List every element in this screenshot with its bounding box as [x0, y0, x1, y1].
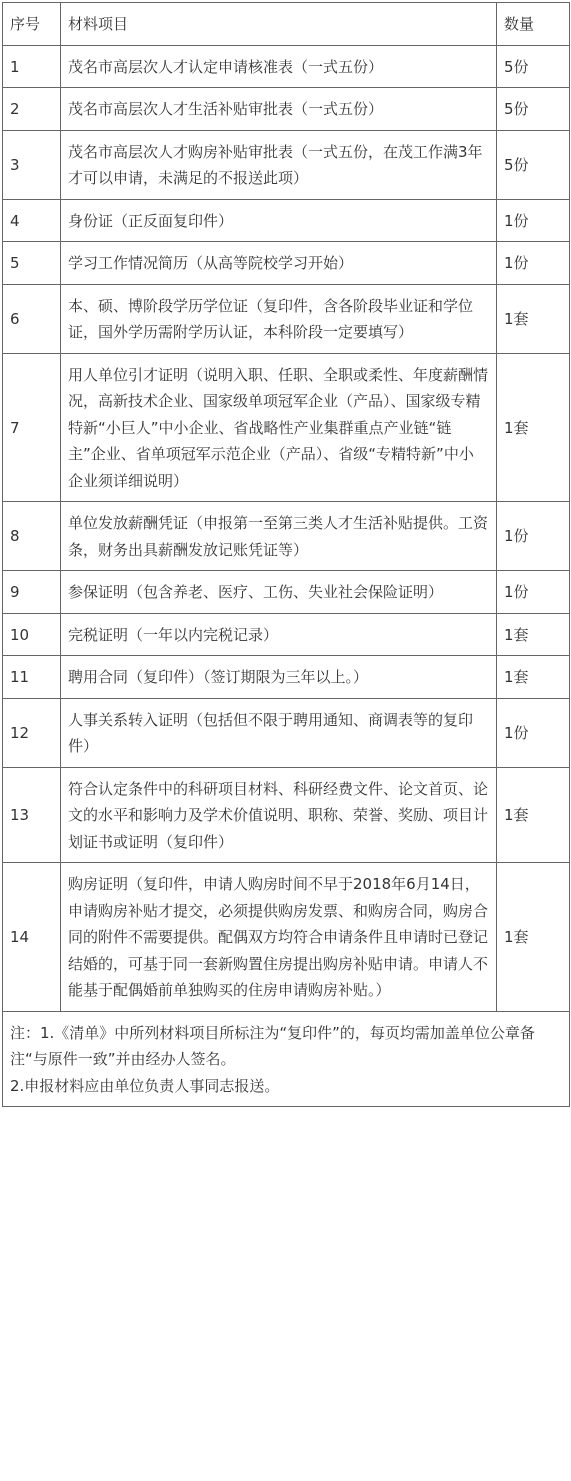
header-row: [3, 3, 570, 46]
table-row: [3, 698, 570, 767]
row-item: 参保证明（包含养老、医疗、工伤、失业社会保险证明）: [61, 571, 497, 614]
row-number: 14: [3, 863, 61, 1012]
row-quantity: 1份: [497, 242, 570, 285]
header-item: 材料项目: [61, 3, 497, 46]
note-line: 2.申报材料应由单位负责人事同志报送。: [10, 1076, 280, 1095]
note-cell: [3, 1011, 570, 1107]
note-line: 注：1.《清单》中所列材料项目所标注为“复印件”的，每页均需加盖单位公章备注“与原件一致”并由经办人签名。: [10, 1023, 535, 1068]
table-row: [3, 130, 570, 199]
row-quantity: 5份: [497, 45, 570, 88]
row-number: 9: [3, 571, 61, 614]
row-number: 11: [3, 656, 61, 699]
table-row: [3, 353, 570, 502]
row-number: 12: [3, 698, 61, 767]
row-item: 茂名市高层次人才生活补贴审批表（一式五份）: [61, 88, 497, 131]
row-number: 8: [3, 502, 61, 571]
row-item: 人事关系转入证明（包括但不限于聘用通知、商调表等的复印件）: [61, 698, 497, 767]
header-no: 序号: [3, 3, 61, 46]
row-number: 2: [3, 88, 61, 131]
row-number: 4: [3, 199, 61, 242]
row-item: 身份证（正反面复印件）: [61, 199, 497, 242]
table-row: [3, 88, 570, 131]
row-item: 完税证明（一年以内完税记录）: [61, 613, 497, 656]
row-item: 本、硕、博阶段学历学位证（复印件，含各阶段毕业证和学位证，国外学历需附学历认证，本科阶段一定要填写）: [61, 284, 497, 353]
row-quantity: 5份: [497, 130, 570, 199]
row-item: 学习工作情况简历（从高等院校学习开始）: [61, 242, 497, 285]
row-quantity: 1套: [497, 353, 570, 502]
row-item: 茂名市高层次人才认定申请核准表（一式五份）: [61, 45, 497, 88]
row-item: 聘用合同（复印件）（签订期限为三年以上。）: [61, 656, 497, 699]
materials-table: [2, 2, 570, 1107]
table-row: [3, 502, 570, 571]
row-item: 单位发放薪酬凭证（申报第一至第三类人才生活补贴提供。工资条，财务出具薪酬发放记账凭证等）: [61, 502, 497, 571]
row-quantity: 1份: [497, 502, 570, 571]
table-row: [3, 613, 570, 656]
table-row: [3, 199, 570, 242]
row-number: 6: [3, 284, 61, 353]
row-number: 7: [3, 353, 61, 502]
row-number: 3: [3, 130, 61, 199]
row-number: 5: [3, 242, 61, 285]
row-quantity: 1套: [497, 284, 570, 353]
row-quantity: 5份: [497, 88, 570, 131]
row-item: 符合认定条件中的科研项目材料、科研经费文件、论文首页、论文的水平和影响力及学术价值说明、职称、荣誉、奖励、项目计划证书或证明（复印件）: [61, 767, 497, 863]
row-item: 用人单位引才证明（说明入职、任职、全职或柔性、年度薪酬情况，高新技术企业、国家级单项冠军企业（产品）、国家级专精特新“小巨人”中小企业、省战略性产业集群重点产业链“链主”企业、省单项冠军示范企业（产品）、省级“专精特新”中小企业须详细说明）: [61, 353, 497, 502]
row-number: 10: [3, 613, 61, 656]
row-quantity: 1套: [497, 767, 570, 863]
row-item: 茂名市高层次人才购房补贴审批表（一式五份，在茂工作满3年才可以申请，未满足的不报送此项）: [61, 130, 497, 199]
row-quantity: 1份: [497, 571, 570, 614]
row-item: 购房证明（复印件，申请人购房时间不早于2018年6月14日，申请购房补贴才提交，必须提供购房发票、和购房合同，购房合同的附件不需要提供。配偶双方均符合申请条件且申请时已登记结婚的，可基于同一套新购置住房提出购房补贴申请。申请人不能基于配偶婚前单独购买的住房申请购房补贴。）: [61, 863, 497, 1012]
row-quantity: 1套: [497, 656, 570, 699]
row-number: 13: [3, 767, 61, 863]
row-number: 1: [3, 45, 61, 88]
table-row: [3, 571, 570, 614]
note-row: [3, 1011, 570, 1107]
table-row: [3, 767, 570, 863]
row-quantity: 1套: [497, 613, 570, 656]
row-quantity: 1份: [497, 199, 570, 242]
table-row: [3, 242, 570, 285]
table-row: [3, 863, 570, 1012]
row-quantity: 1套: [497, 863, 570, 1012]
header-qty: 数量: [497, 3, 570, 46]
table-row: [3, 284, 570, 353]
table-row: [3, 45, 570, 88]
row-quantity: 1份: [497, 698, 570, 767]
table-row: [3, 656, 570, 699]
